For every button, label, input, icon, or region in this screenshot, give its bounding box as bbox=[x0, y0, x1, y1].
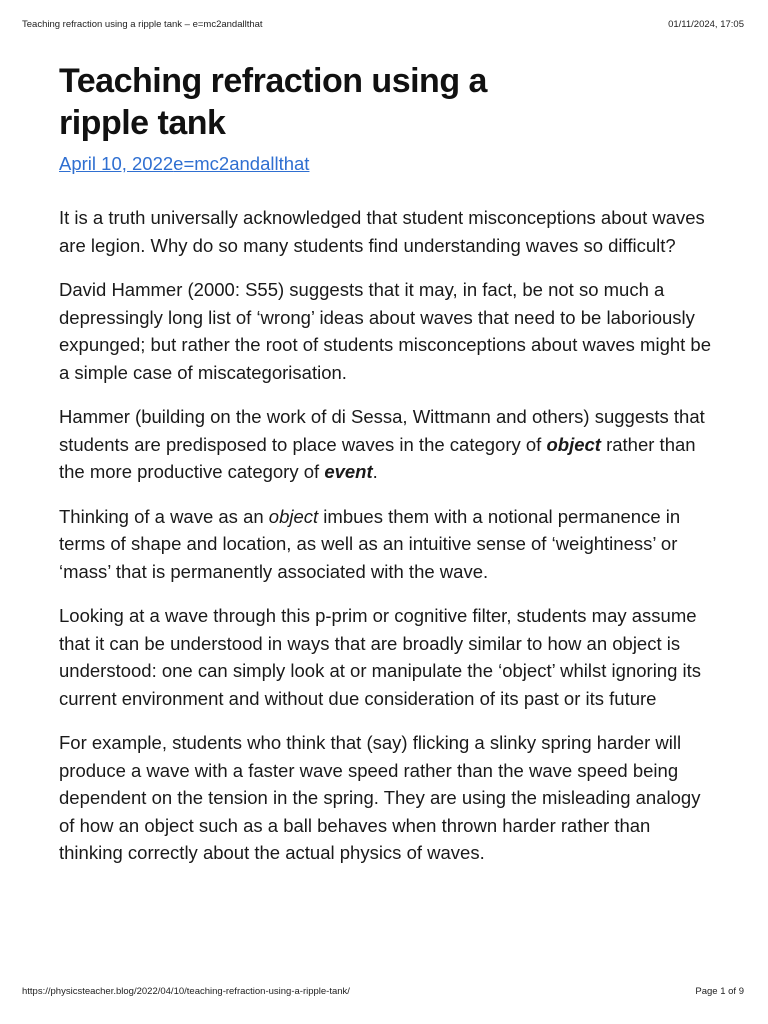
paragraph-5: Looking at a wave through this p-prim or cognitive filter, students may assume that it can be understood in ways that are broadly similar to how an object is understood: one can simply look at or manipulate the ‘object’ whilst ignoring its current environment and without due consideration of its past or its future bbox=[59, 605, 702, 709]
print-footer-page-number: Page 1 of 9 bbox=[695, 986, 744, 997]
print-footer-url: https://physicsteacher.blog/2022/04/10/teaching-refraction-using-a-ripple-tank/ bbox=[22, 986, 350, 997]
emphasis-object: object bbox=[546, 433, 601, 455]
paragraph-4-text-a: Thinking of a wave as an bbox=[59, 505, 269, 527]
article-title: Teaching refraction using a ripple tank bbox=[59, 62, 487, 142]
paragraph-3-text-c: rather than the more productive category of bbox=[59, 433, 696, 482]
paragraph-3 bbox=[59, 403, 719, 486]
article bbox=[59, 60, 719, 884]
paragraph-1: It is a truth universally acknowledged that student misconceptions about waves are legion. Why do so many students find understanding waves so difficult? bbox=[59, 207, 705, 256]
paragraph-4-text-c: imbues them with a notional permanence in terms of shape and location, as well as an intuitive sense of ‘weightiness’ or ‘mass’ that is permanently associated with the wave. bbox=[59, 505, 681, 582]
print-header-datetime: 01/11/2024, 17:05 bbox=[668, 19, 744, 30]
article-body bbox=[59, 204, 719, 867]
post-meta bbox=[59, 152, 719, 176]
author-link[interactable]: e=mc2andallthat bbox=[173, 153, 310, 174]
paragraph-3-text-e: . bbox=[372, 461, 378, 482]
italic-object: object bbox=[268, 505, 319, 527]
print-header-title: Teaching refraction using a ripple tank – e=mc2andallthat bbox=[22, 19, 263, 30]
paragraph-6: For example, students who think that (say) flicking a slinky spring harder will produce a wave with a faster wave speed rather than the wave speed being dependent on the tension in the spring. They are using the misleading analogy of how an object such as a ball behaves when thrown harder rather than thinking correctly about the actual physics of waves. bbox=[59, 732, 701, 863]
post-date-link[interactable]: April 10, 2022 bbox=[59, 153, 174, 174]
print-footer bbox=[0, 954, 768, 1024]
paragraph-3-text-a: Hammer (building on the work of di Sessa, Wittmann and others) suggests that students are predisposed to place waves in the category of bbox=[59, 406, 705, 455]
print-header bbox=[0, 0, 768, 40]
emphasis-event: event bbox=[324, 461, 373, 482]
paragraph-2: David Hammer (2000: S55) suggests that it may, in fact, be not so much a depressingly long list of ‘wrong’ ideas about waves that need to be laboriously expunged; but rather the root of students misconceptions about waves might be a simple case of miscategorisation. bbox=[59, 279, 712, 383]
paragraph-4 bbox=[59, 503, 719, 586]
